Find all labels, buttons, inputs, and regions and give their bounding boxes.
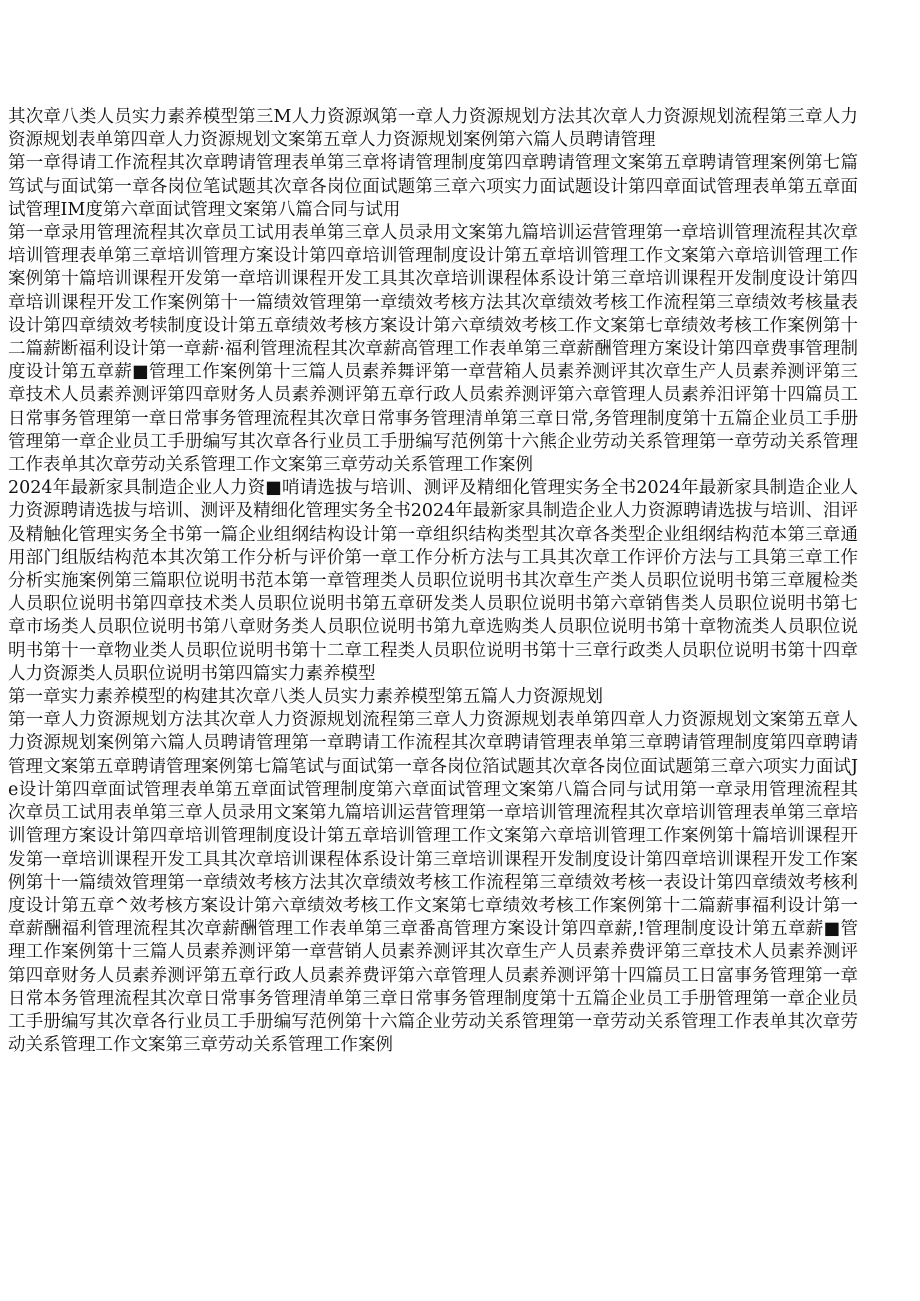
document-body [8,106,858,1057]
paragraph-4: 2024年最新家具制造企业人力资■哨请选拔与培训、测评及精细化管理实务全书2024年最新家具制造企业人力资源聘请选拔与培训、测评及精细化管理实务全书2024年最新家具制造企业人力资源聘请选拔与培训、泪评及精触化管理实务全书第一篇企业组纲结构设计第一章组织结构类型其次章各类型企业组纲结构范本第三章通用部门组版结构范本其次第工作分析与评价第一章工作分析方法与工具其次章工作评价方法与工具第三章工作分析实施案例第三篇职位说明书范本第一章管理类人员职位说明书其次章生产类人员职位说明书第三章履检类人员职位说明书第四章技术类人员职位说明书第五章研发类人员职位说明书第六章销售类人员职位说明书第七章市场类人员职位说明书第八章财务类人员职位说明书第九章选购类人员职位说明书第十章物流类人员职位说明书第十一章物业类人员职位说明书第十二章工程类人员职位说明书第十三章行政类人员职位说明书第十四章人力资源类人员职位说明书第四篇实力素养模型 [8,478,858,684]
paragraph-3: 第一章录用管理流程其次章员工试用表单第三章人员录用文案第九篇培训运营管理第一章培训管理流程其次章培训管理表单第三章培训管理方案设计第四章培训管理制度设计第五章培训管理工作文案第六章培训管理工作案例第十篇培训课程开发第一章培训课程开发工具其次章培训课程体系设计第三章培训课程开发制度设计第四章培训课程开发工作案例第十一篇绩效管理第一章绩效考核方法其次章绩效考核工作流程第三章绩效考核量表设计第四章绩效考犊制度设计第五章绩效考核方案设计第六章绩效考核工作文案第七章绩效考核工作案例第十二篇薪断福利设计第一章薪·福利管理流程其次章薪高管理工作表单第三章薪酬管理方案设计第四章费事管理制度设计第五章薪■管理工作案例第十三篇人员素养舞评第一章营箱人员素养测评其次章生产人员素养测评第三章技术人员素养测评第四章财务人员素养测评第五章行政人员索养测评第六章管理人员素养汨评第十四篇员工日常事务管理第一章日常事务管理流程其次章日常事务管理清单第三章日常,务管理制度第十五篇企业员工手册管理第一章企业员工手册编写其次章各行业员工手册编写范例第十六熊企业劳动关系管理第一章劳动关系管理工作表单其次章劳动关系管理工作文案第三章劳动关系管理工作案例 [8,223,858,476]
paragraph-5: 第一章实力素养模型的构建其次章八类人员实力素养模型第五篇人力资源规划 [8,687,603,708]
paragraph-1: 其次章八类人员实力素养模型第三M人力资源飒第一章人力资源规划方法其次章人力资源规划流程第三章人力资源规划表单第四章人力资源规划文案第五章人力资源规划案例第六篇人员聘请管理 [8,107,858,151]
paragraph-6: 第一章人力资源规划方法其次章人力资源规划流程第三章人力资源规划表单第四章人力资源规划文案第五章人力资源规划案例第六篇人员聘请管理第一章聘请工作流程其次章聘请管理表单第三章聘请管理制度第四章聘请管理文案第五章聘请管理案例第七篇笔试与面试第一章各岗位箔试题其次章各岗位面试题第三章六项实力面试Je设计第四章面试管理表单第五章面试管理制度第六章面试管理文案第八篇合同与试用第一章录用管理流程其次章员工试用表单第三章人员录用文案第九篇培训运营管理第一章培训管理流程其次章培训管理表单第三章培训管理方案设计第四章培训管理制度设计第五章培训管理工作文案第六章培训管理工作案例第十篇培训课程开发第一章培训课程开发工具其次章培训课程体系设计第三章培训课程开发制度设计第四章培训课程开发工作案例第十一篇绩效管理第一章绩效考核方法其次章绩效考核工作流程第三章绩效考核一表设计第四章绩效考核利度设计第五章^效考核方案设计第六章绩效考核工作文案第七章绩效考核工作案例第十二篇薪事福利设计第一章薪酬福利管理流程其次章薪酬管理工作表单第三章番髙管理方案设计第四章薪,!管理制度设计第五章薪■管理工作案例第十三篇人员素养测评第一章营销人员素养测评其次章生产人员素养费评第三章技术人员素养测评第四章财务人员素养测评第五章行政人员素养费评第六章管理人员素养测评第十四篇员工日富事务管理第一章日常本务管理流程其次章日常事务管理清单第三章日常事务管理制度第十五篇企业员工手册管理第一章企业员工手册编写其次章各行业员工手册编写范例第十六篇企业劳动关系管理第一章劳动关系管理工作表单其次章劳动关系管理工作文案第三章劳动关系管理工作案例 [8,710,858,1056]
paragraph-2: 第一章得请工作流程其次章聘请管理表单第三章将请管理制度第四章聘请管理文案第五章聘请管理案例第七篇笃试与面试第一章各岗位笔试题其次章各岗位面试题第三章六项实力面试题设计第四章面试管理表单第五章面试管理IM度第六章面试管理文案第八篇合同与试用 [8,153,858,220]
